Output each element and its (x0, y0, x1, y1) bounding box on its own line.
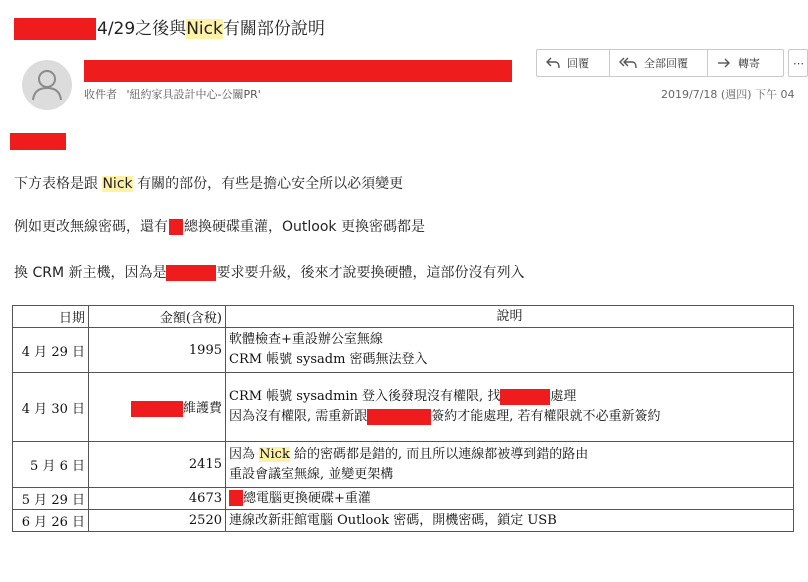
desc-text: 處理 (550, 389, 577, 404)
amount-redaction (131, 401, 183, 417)
p3-text-start: 換 CRM 新主機，因為是 (14, 265, 167, 281)
row-description (226, 488, 794, 510)
email-subject (14, 16, 325, 42)
sender-redaction (84, 60, 512, 82)
row-amount: 4673 (89, 488, 226, 510)
row-description-line: 重設會議室無線, 並變更架構 (229, 466, 394, 482)
row-description-line: 軟體檢查+重設辦公室無線 (229, 332, 383, 347)
row-amount: 2520 (89, 510, 226, 532)
subject-text-start: 4/29之後與 (97, 19, 187, 39)
table-row (13, 488, 794, 510)
header-description: 說明 (226, 306, 794, 328)
desc-redaction (367, 409, 431, 425)
more-icon: ⋯ (793, 56, 804, 70)
row-date: 5 月 6 日 (13, 442, 89, 488)
desc-text: 給的密碼都是錯的, 而且所以連線都被導到錯的路由 (289, 446, 589, 462)
reply-all-button-label: 全部回覆 (644, 57, 688, 70)
body-paragraph-2 (14, 216, 425, 236)
reply-button[interactable] (536, 49, 610, 77)
row-amount (89, 373, 226, 442)
row-description (226, 328, 794, 373)
row-description (226, 373, 794, 442)
p1-text-end: 有關的部份，有些是擔心安全所以必須變更 (132, 176, 404, 192)
p1-text-start: 下方表格是跟 (14, 176, 103, 192)
subject-redaction (14, 18, 96, 40)
subject-text-end: 有關部份說明 (222, 19, 325, 39)
row-description (226, 442, 794, 488)
forward-button-label: 轉寄 (738, 57, 760, 70)
recipient-name[interactable]: '紐約家具設計中心-公關PR' (126, 88, 261, 101)
reply-button-label: 回覆 (567, 57, 589, 70)
table-header-row (13, 306, 794, 328)
row-amount: 2415 (89, 442, 226, 488)
row-description: 連線改新莊館電腦 Outlook 密碼，開機密碼，鎖定 USB (226, 510, 794, 532)
reply-icon (545, 56, 561, 70)
row-description-line: CRM 帳號 sysadm 密碼無法登入 (229, 352, 428, 367)
p2-text-end: 總換硬碟重灌，Outlook 更換密碼都是 (184, 219, 425, 235)
recipient-line (84, 86, 261, 102)
to-label: 收件者 (84, 88, 117, 101)
body-paragraph-1 (14, 173, 403, 193)
p1-highlight-nick: Nick (102, 176, 133, 192)
table-row (13, 373, 794, 442)
table-row (13, 328, 794, 373)
subject-highlight-nick: Nick (186, 19, 223, 39)
row-date: 6 月 26 日 (13, 510, 89, 532)
greeting-redaction (10, 133, 66, 150)
header-amount: 金額(含稅) (89, 306, 226, 328)
table-row (13, 510, 794, 532)
desc-text: 總電腦更換硬碟+重灌 (243, 490, 371, 506)
table-row (13, 442, 794, 488)
more-actions-button[interactable] (788, 49, 808, 77)
p3-text-end: 要求要升級，後來才說要換硬體，這部份沒有列入 (216, 265, 525, 281)
row-description-line (229, 407, 790, 427)
desc-text: 簽約才能處理, 若有權限就不必重新簽約 (431, 409, 661, 424)
avatar-person-icon (22, 60, 72, 110)
p2-redaction (169, 219, 183, 235)
desc-highlight-nick: Nick (259, 446, 290, 462)
p2-text-start: 例如更改無線密碼，還有 (14, 219, 168, 235)
row-description-line (229, 387, 790, 407)
forward-icon (716, 56, 732, 70)
sent-date: 2019/7/18 (週四) 下午 04 (661, 88, 795, 101)
sender-avatar[interactable] (22, 60, 72, 110)
desc-redaction (500, 389, 550, 405)
desc-text: 因為 (229, 446, 260, 462)
row-date: 4 月 29 日 (13, 328, 89, 373)
body-paragraph-3 (14, 262, 524, 282)
desc-redaction (229, 490, 243, 506)
row-date: 4 月 30 日 (13, 373, 89, 442)
forward-button[interactable] (707, 49, 784, 77)
row-date: 5 月 29 日 (13, 488, 89, 510)
header-date: 日期 (13, 306, 89, 328)
reply-all-button[interactable] (609, 49, 708, 77)
p3-redaction (166, 265, 216, 281)
amount-suffix: 維護費 (182, 401, 222, 417)
row-amount: 1995 (89, 328, 226, 373)
row-description-line (229, 445, 790, 465)
desc-text: CRM 帳號 sysadmin 登入後發現沒有權限, 找 (229, 389, 501, 404)
expense-table (12, 305, 794, 532)
reply-all-icon (618, 56, 638, 70)
desc-text: 因為沒有權限, 需重新跟 (229, 409, 368, 424)
